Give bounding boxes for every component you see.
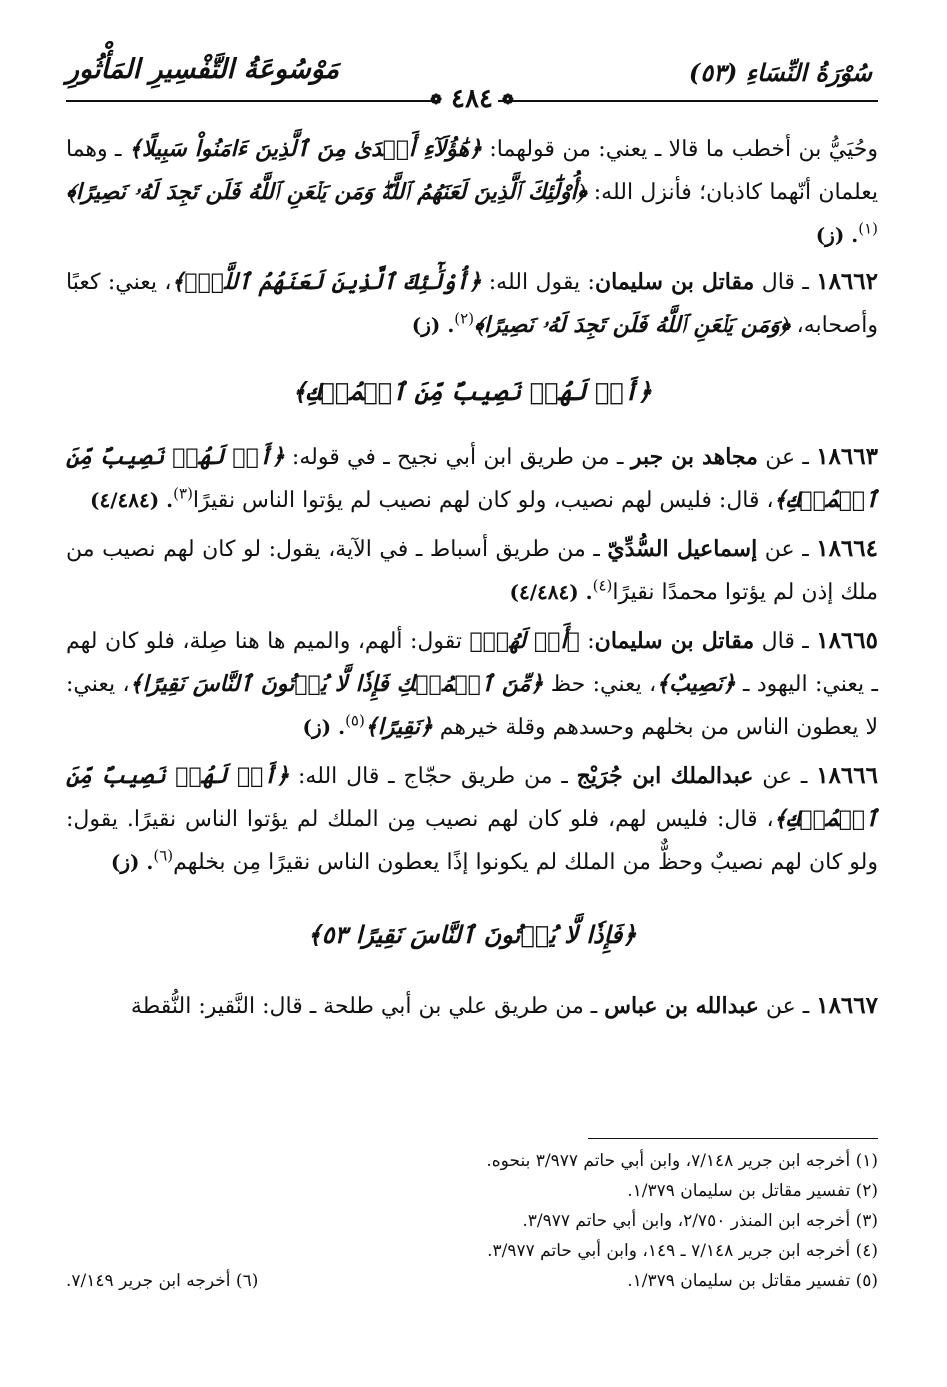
text-run: ـ عن (753, 764, 817, 789)
footnote-marker[interactable]: (٦) (153, 846, 174, 865)
source-ref: . (ز) (411, 313, 455, 337)
footnote-marker[interactable]: (١) (858, 219, 878, 238)
footnote-2: (٢) تفسير مقاتل بن سليمان ١/٣٧٩. (627, 1181, 878, 1201)
source-ref: . (ز) (815, 223, 859, 247)
text-run: ، يعني: لا يعطون الناس من بخلهم وحسدهم وقلة خيرهم (66, 672, 878, 740)
footnote-marker[interactable]: (٢) (454, 309, 475, 328)
footnote-row (66, 1266, 878, 1296)
surah-title: سُوْرَةُ النِّسَاءِ (٥٣) (688, 58, 872, 87)
page (66, 48, 878, 1348)
quran-quote: ﴿وَمَن يَلۡعَنِ ٱللَّهُ فَلَن تَجِدَ لَهُۥ نَصِيرًا﴾ (474, 312, 790, 338)
quran-quote: ﴿نَقِيرًا﴾ (364, 714, 433, 740)
narration-18666 (66, 755, 878, 884)
narration-18664 (66, 528, 878, 614)
footnote-4: (٤) أخرجه ابن جرير ٧/١٤٨ ـ ١٤٩، وابن أبي حاتم ٣/٩٧٧. (487, 1241, 878, 1261)
text-run: ـ عن (758, 994, 817, 1019)
narration-number: ١٨٦٦٣ (816, 443, 878, 470)
footnote-marker[interactable]: (٥) (345, 711, 365, 730)
text-run: : يقول الله: (481, 270, 595, 295)
footnote-marker[interactable]: (٣) (173, 484, 193, 503)
narration-18667 (66, 985, 878, 1028)
main-text (66, 128, 878, 1028)
page-number-block (416, 84, 528, 114)
footnote-3: (٣) أخرجه ابن المنذر ٢/٧٥٠، وابن أبي حاتم ٣/٩٧٧. (522, 1211, 878, 1231)
narrator-name: إسماعيل السُّدِّيّ (607, 536, 758, 562)
text-run: ـ عن (757, 537, 817, 562)
text-run: ، يعني: حظ (543, 672, 657, 697)
narration-18663 (66, 436, 878, 522)
footnotes (66, 1146, 878, 1296)
text-run: ـ من طريق ابن أبي نجيح ـ في قوله: (284, 445, 631, 470)
page-header (66, 48, 878, 120)
narrator-name: مقاتل بن سليمان (594, 628, 755, 654)
narrator-name: مقاتل بن سليمان (594, 269, 755, 295)
footnote-5: (٥) تفسير مقاتل بن سليمان ١/٣٧٩. (627, 1271, 878, 1291)
quran-quote: ﴿هَٰؤُلَآءِ أَهۡدَىٰ مِنَ ٱلَّذِينَ ءَامَنُواْ سَبِيلًا﴾ (128, 136, 482, 162)
verse-heading: ﴿فَإِذٗا لَّا يُؤۡتُونَ ٱلنَّاسَ نَقِيرًا ٥٣﴾ (307, 920, 637, 949)
text-run: ، يعني: كعبًا وأصحابه، (66, 270, 878, 338)
narration-number: ١٨٦٦٦ (816, 762, 878, 789)
paragraph-continuation (66, 128, 878, 257)
text-run: ـ من طريق علي بن أبي طلحة ـ قال: النَّقير: النُّقطة (130, 994, 605, 1019)
quran-quote: ﴿أُوْلَٰٓئِكَ ٱلَّذِينَ لَعَنَهُمُ ٱللَّهُۖ﴾ (171, 269, 482, 295)
narration-number: ١٨٦٦٧ (816, 992, 878, 1019)
quran-quote: ﴿أَمۡ لَهُمۡ نَصِيبٌ مِّنَ ٱلۡمُلۡكِ﴾ (66, 763, 878, 832)
text-run: ـ وهما يعلمان أنّهما كاذبان؛ فأنزل الله: (66, 137, 878, 205)
source-ref: . (ز) (110, 850, 154, 874)
source-ref: . (٤/٤٨٤) (509, 580, 593, 604)
header-rule-left (66, 100, 436, 102)
narration-18662 (66, 261, 878, 347)
footnote-6: (٦) أخرجه ابن جرير ٧/١٤٩. (66, 1271, 259, 1291)
source-ref: . (ز) (302, 715, 346, 739)
text-run: ـ من طريق أسباط ـ في الآية، يقول: لو كان لهم نصيب من ملك إذن لم يؤتوا محمدًا نقيرًا (66, 537, 878, 605)
quran-quote: ﴿نَصِيبٌ﴾ (656, 671, 736, 697)
source-ref: . (٤/٤٨٤) (90, 488, 174, 512)
footnote-separator (588, 1138, 878, 1139)
narration-number: ١٨٦٦٢ (816, 268, 878, 295)
header-rule-right (498, 100, 878, 102)
text-run: تقول: ألهم، والميم ها هنا صِلة، فلو كان لهم ـ يعني: اليهود ـ (66, 629, 879, 697)
narrator-name: مجاهد بن جبر (630, 444, 758, 470)
narrator-name: عبدالملك ابن جُرَيْج (576, 763, 754, 789)
quran-quote: ﴿مِّنَ ٱلۡمُلۡكِ فَإِذٗا لَّا يُؤۡتُونَ ٱلنَّاسَ نَقِيرًا﴾ (129, 671, 544, 697)
narration-18665 (66, 620, 878, 749)
footnote-marker[interactable]: (٤) (592, 576, 613, 595)
text-run: ، قال: فليس لهم نصيب، ولو كان لهم نصيب لم يؤتوا الناس نقيرًا (192, 488, 774, 513)
quran-quote: ﴿أُوْلَٰٓئِكَ ٱلَّذِينَ لَعَنَهُمُ ٱللَّهُۖ وَمَن يَلۡعَنِ ٱللَّهُ فَلَن تَجِدَ لَهُۥ نَصِيرًا﴾ (66, 179, 587, 205)
narration-number: ١٨٦٦٤ (816, 535, 878, 562)
text-run: وحُيَيُّ بن أخطب ما قالا ـ يعني: من قولهما: (481, 137, 878, 162)
narration-number: ١٨٦٦٥ (816, 627, 878, 654)
ornament-icon: ❁ (502, 92, 514, 108)
quran-quote: ﴿أَمۡ لَهُمۡ﴾ (469, 628, 580, 654)
text-run: : (579, 629, 595, 654)
text-run: ـ قال (754, 270, 817, 295)
page-number: ٤٨٤ (451, 84, 493, 114)
book-title: مَوْسُوعَةُ التَّفْسِيرِ المَأْثُورِ (66, 54, 340, 85)
text-run: ـ قال (754, 629, 817, 654)
text-run: ـ عن (757, 445, 817, 470)
text-run: ، قال: فليس لهم، فلو كان لهم نصيب مِن الملك لم يؤتوا الناس نقيرًا. يقول: ولو كان لهم نصيبٌ وحظٌّ من الملك لم يكونوا إذًا يعطون الناس نقيرًا مِن بخلهم (66, 807, 878, 875)
text-run: ـ من طريق حجّاج ـ قال الله: (289, 764, 577, 789)
quran-quote: ﴿أَمۡ لَهُمۡ نَصِيبٌ مِّنَ ٱلۡمُلۡكِ﴾ (66, 444, 878, 513)
narrator-name: عبدالله بن عباس (604, 993, 759, 1019)
ornament-icon: ❁ (430, 92, 442, 108)
footnote-1: (١) أخرجه ابن جرير ٧/١٤٨، وابن أبي حاتم ٣/٩٧٧ بنحوه. (486, 1151, 878, 1171)
verse-heading: ﴿أَمۡ لَهُمۡ نَصِيبٌ مِّنَ ٱلۡمُلۡكِ﴾ (292, 377, 652, 406)
